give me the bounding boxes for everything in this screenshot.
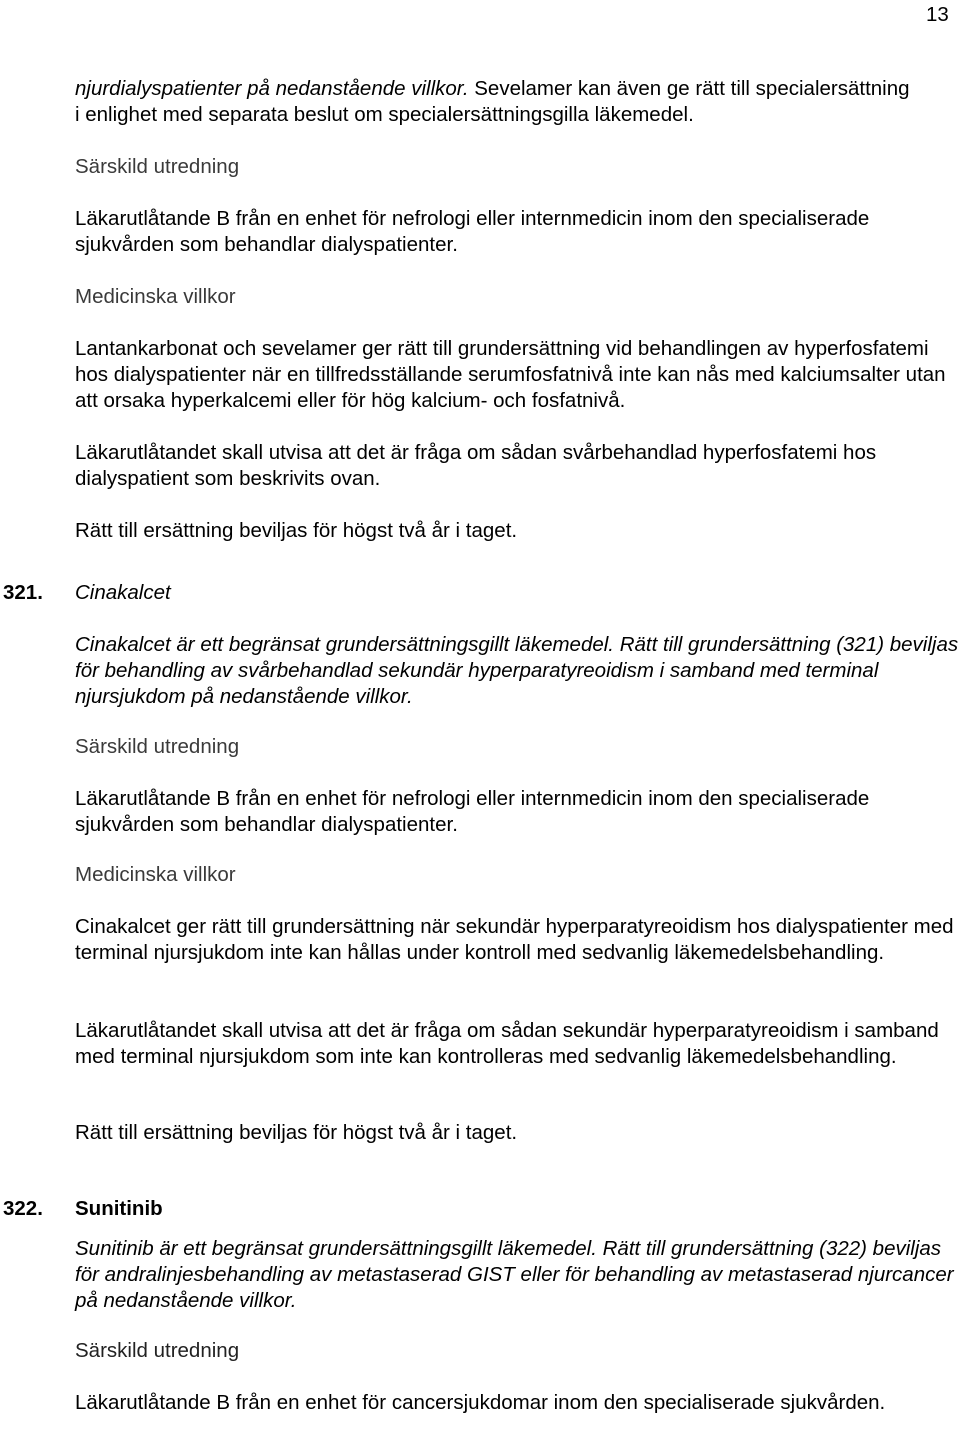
- sarskild-utredning-text-322: Läkarutlåtande B från en enhet för cancersjukdomar inom den specialiserade sjukvården.: [75, 1391, 886, 1414]
- intro-rest-text: Sevelamer kan även ge rätt till specialersättning i enlighet med separata beslut om specialersättningsgilla läkemedel.: [75, 77, 910, 126]
- intro-italic-text: njurdialyspatienter på nedanstående villkor.: [75, 77, 469, 100]
- sarskild-utredning-text-321: Läkarutlåtande B från en enhet för nefrologi eller internmedicin inom den specialiserade sjukvården som behandlar dialyspatienter.: [75, 787, 870, 836]
- heading-medicinska-villkor-1: Medicinska villkor: [75, 285, 236, 308]
- villkor-paragraph-3: Rätt till ersättning beviljas för högst två år i taget.: [75, 519, 518, 542]
- villkor-paragraph-1: Lantankarbonat och sevelamer ger rätt till grundersättning vid behandlingen av hyperfosfatemi hos dialyspatienter när en tillfredsställande serumfosfatnivå inte kan nås med kalciumsalter utan att orsaka hyperkalcemi eller för hög kalcium- och fosfatnivå.: [75, 337, 946, 412]
- heading-sarskild-utredning-322: Särskild utredning: [75, 1339, 240, 1362]
- heading-sarskild-utredning-321: Särskild utredning: [75, 735, 240, 758]
- section-321-title: Cinakalcet: [75, 581, 171, 604]
- villkor-321-paragraph-3: Rätt till ersättning beviljas för högst två år i taget.: [75, 1121, 518, 1144]
- section-321-intro: Cinakalcet är ett begränsat grundersättningsgillt läkemedel. Rätt till grundersättning (321) beviljas för behandling av svårbehandlad sekundär hyperparatyreoidism i samband med terminal njursjukdom på nedanstående villkor.: [75, 633, 959, 708]
- villkor-321-paragraph-1: Cinakalcet ger rätt till grundersättning när sekundär hyperparatyreoidism hos dialyspatienter med terminal njursjukdom inte kan hållas under kontroll med sedvanlig läkemedelsbehandling.: [75, 915, 954, 964]
- section-322-number: 322.: [3, 1197, 43, 1220]
- sarskild-utredning-text-1: Läkarutlåtande B från en enhet för nefrologi eller internmedicin inom den specialiserade sjukvården som behandlar dialyspatienter.: [75, 207, 870, 256]
- heading-medicinska-villkor-321: Medicinska villkor: [75, 863, 236, 886]
- intro-paragraph: [75, 76, 915, 128]
- villkor-paragraph-2: Läkarutlåtandet skall utvisa att det är fråga om sådan svårbehandlad hyperfosfatemi hos dialyspatient som beskrivits ovan.: [75, 441, 877, 490]
- section-322-intro: Sunitinib är ett begränsat grundersättningsgillt läkemedel. Rätt till grundersättning (322) beviljas för andralinjesbehandling av metastaserad GIST eller för behandling av metastaserad njurcancer på nedanstående villkor.: [75, 1237, 954, 1312]
- section-322-header: [0, 1196, 960, 1222]
- section-322-title: Sunitinib: [75, 1197, 163, 1220]
- section-321-header: [0, 580, 960, 606]
- section-321-number: 321.: [3, 581, 43, 604]
- villkor-321-paragraph-2: Läkarutlåtandet skall utvisa att det är fråga om sådan sekundär hyperparatyreoidism i samband med terminal njursjukdom som inte kan kontrolleras med sedvanlig läkemedelsbehandling.: [75, 1019, 939, 1068]
- heading-sarskild-utredning-1: Särskild utredning: [75, 155, 240, 178]
- page-number: 13: [926, 3, 949, 26]
